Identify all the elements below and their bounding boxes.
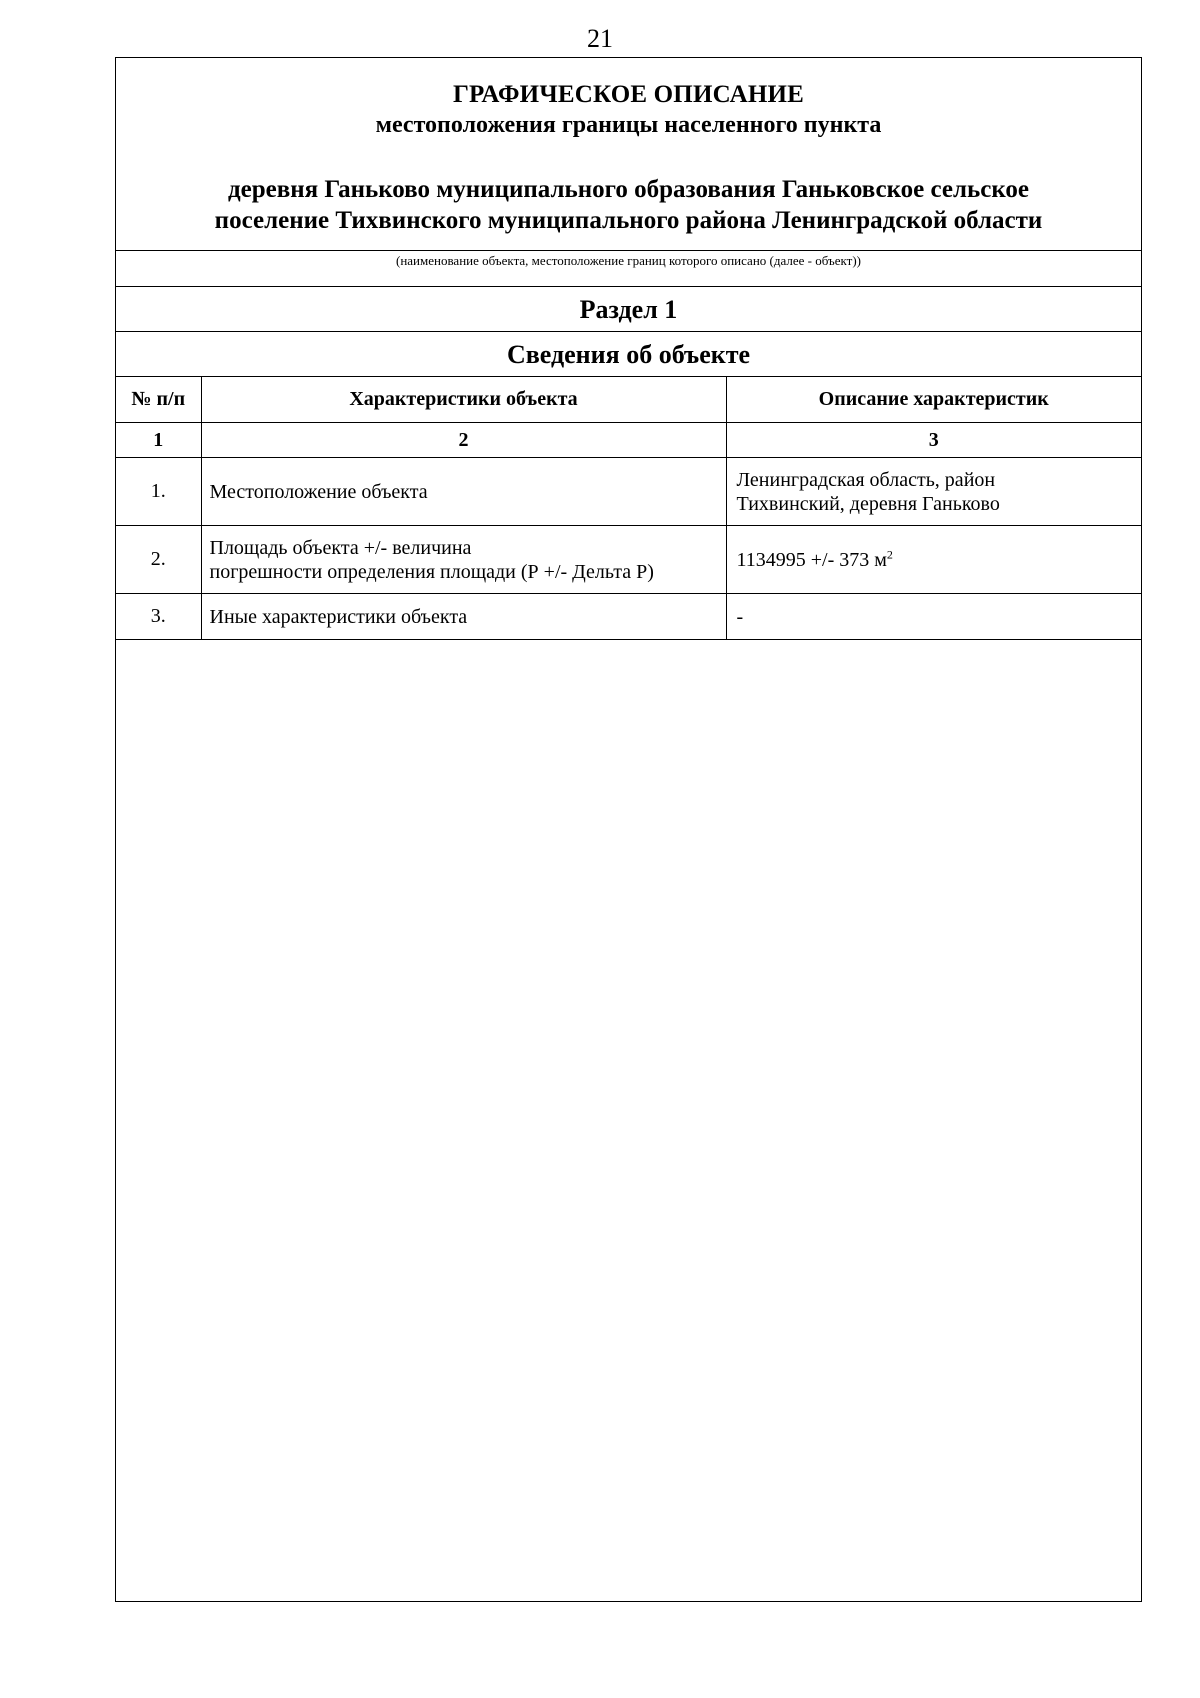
column-index-3: 3 <box>726 423 1141 458</box>
table-row <box>116 594 1141 640</box>
document-header <box>116 58 1141 251</box>
row-number: 3. <box>116 594 201 640</box>
table-row <box>116 458 1141 526</box>
row-characteristic-line-2: погрешности определения площади (Р +/- Дельта Р) <box>209 560 654 583</box>
row-description-line-1: Ленинградская область, район <box>736 468 996 491</box>
area-unit-superscript: 2 <box>886 546 893 561</box>
page-number: 21 <box>587 24 613 53</box>
object-name-line-2: поселение Тихвинского муниципального района Ленинградской области <box>214 207 1043 234</box>
row-characteristic: Иные характеристики объекта <box>201 594 726 640</box>
object-caption: (наименование объекта, местоположение границ которого описано (далее - объект)) <box>116 251 1141 287</box>
document-frame <box>115 57 1142 1602</box>
row-characteristic-line-1: Площадь объекта +/- величина <box>209 536 472 559</box>
row-characteristic: Местоположение объекта <box>201 458 726 526</box>
column-header-description: Описание характеристик <box>726 377 1141 423</box>
object-name <box>116 174 1141 236</box>
column-header-number: № п/п <box>116 377 201 423</box>
column-header-characteristic: Характеристики объекта <box>201 377 726 423</box>
row-description: - <box>726 594 1141 640</box>
document-subtitle: местоположения границы населенного пункта <box>375 112 882 138</box>
section-heading: Сведения об объекте <box>116 332 1141 377</box>
table-row <box>116 526 1141 594</box>
row-description-line-2: Тихвинский, деревня Ганьково <box>736 492 1000 515</box>
row-characteristic <box>201 526 726 594</box>
object-name-line-1: деревня Ганьково муниципального образования Ганьковское сельское <box>227 176 1030 203</box>
column-index-1: 1 <box>116 423 201 458</box>
document-title: ГРАФИЧЕСКОЕ ОПИСАНИЕ <box>452 81 805 108</box>
area-value: 1134995 +/- 373 м <box>736 548 887 571</box>
row-description <box>726 526 1141 594</box>
row-number: 1. <box>116 458 201 526</box>
row-number: 2. <box>116 526 201 594</box>
column-index-2: 2 <box>201 423 726 458</box>
table-index-row <box>116 423 1141 458</box>
object-info-table <box>116 377 1141 640</box>
section-label: Раздел 1 <box>116 287 1141 332</box>
table-header-row <box>116 377 1141 423</box>
row-description <box>726 458 1141 526</box>
